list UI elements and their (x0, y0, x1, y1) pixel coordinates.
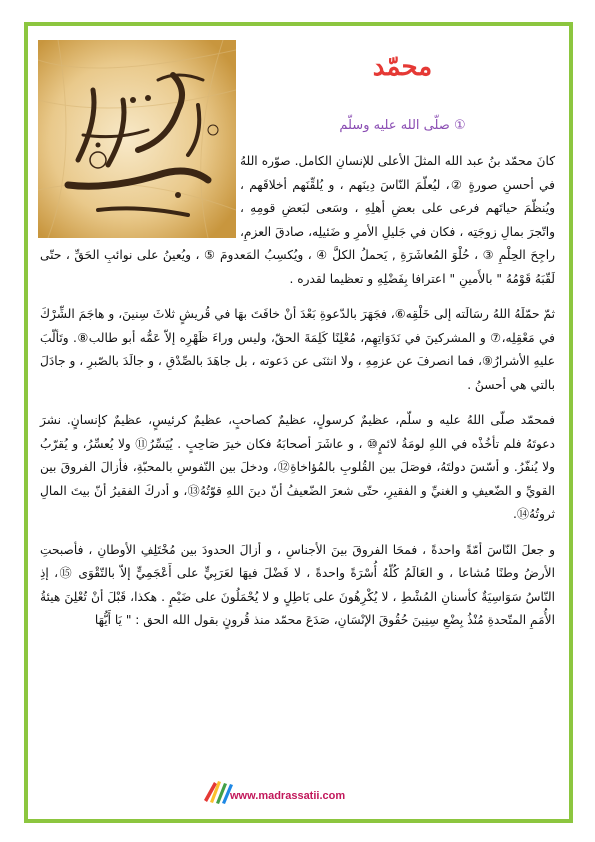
paragraph-3: فمحمّد صلّى اللهُ عليه و سلّم، عظيمٌ كرسولٍ، عظيمٌ كصاحبٍ، عظيمٌ كرئيسٍ، عظيمٌ كإنسانٍ. نشرَ دعوتَهُ فلم تأخُذْه في اللهِ لومَةُ لائمٍ⑩ ، و عاشَرَ أصحابَهُ فكان خيرَ صَاحِبٍ . يُيَسِّرُ⑪ ولا يُعسِّرُ، و يُقرّبُ ولا يُنفّرُ. و أسّسَ دولتَهُ، فوصَلَ بين القُلوبِ بالمُؤاخاةِ⑫، ودخلَ بين النّفوسِ بالمحبّةِ، فأزالَ الفروقَ بين القويِّ و الضّعيفِ و الغنيِّ و الفقيرِ، حتّى شعرَ الضّعيفُ أنّ دينَ اللهِ قوّتُهُ⑬، و أدركَ الفقيرُ أنّ بيتَ المالِ ثروتُهُ⑭. (40, 413, 555, 521)
footer-website-link[interactable]: www.madrassatii.com (230, 790, 346, 802)
paragraph-1: كانَ محمّد بنُ عبد الله المثلَ الأعلى للإنسانِ الكامل. صوّره اللهُ في أحسنِ صورةٍ ②، ليُعلّمَ النّاسَ دِينَهم ، و يُلقِّنَهم أخلاقَهم ، ويُنظّمَ حياتَهم فرعى على بعضِ أهلِهِ ، وسَعى لبَعضِ قومِهِ ، واتّجرَ بمالِ زوجَتِه ، فكان في جَليلِ الأمرِ و ضَئيلِه، صادقَ العزمِ، راجِحَ الحِلْمِ ③ ، حُلْوَ المُعاشَرَةِ , يَحملُ الكلَّ ④ ، ويُكسِبُ المَعدومَ ⑤ ، ويُعينُ على نوائبِ الحَقِّ ، حتّى لَقّبَهُ قَوْمُهُ " بالأَمينِ " اعترافا بِفَضْلِهِ و تعظيما لقدره . (40, 150, 555, 291)
article-body (40, 150, 555, 645)
image-float-spacer (40, 150, 240, 242)
paragraph-4: و جعلَ النّاسَ أمّةً واحدةً ، فمحَا الفروقَ بينَ الأجناسِ ، و أزالَ الحدودَ بين مُخْتَلِفِ الأوطانِ ، فأصبحتِ الأرضُ وطنًا مُشاعا ، و العَالَمُ كُلّهُ أُسْرَةً واحدةً ، لا فَضْلَ فيهَا لعَرَبِيٍّ على أَعْجَمِيٍّ إلاّ بالتّقْوَى ⑮، إذِ النّاسُ سَوَاسِيَةٌ كأسنانِ المُشْطِ ، لا يُكْرِهُونَ على بَاطِلٍ و لا يُحْمَلُونَ على ضَيْمٍ . هكذا، قَبْلَ أنْ تُعْلِنَ هيئةُ الأُمَمِ المتّحدةِ مُنْذُ بِضْعِ سِنِينَ حُقُوقَ الإنْسَانِ، صَدَعَ محمّد منذ قُرونٍ بقول الله الحق : " يَا أَيُّهَا (40, 542, 555, 627)
page-subtitle: صلّى الله عليه وسلّم ① (339, 118, 466, 133)
page-title: محمّد (372, 52, 433, 82)
paragraph-2: ثمّ حمّلَهُ اللهُ رسَالَته إلى خَلْقِه⑥، فجَهَرَ بالدّعوةِ بَعْدَ أنْ خافَتَ بهَا في قُريشٍ ثلاثَ سِنينَ، و هاجَمَ الشِّرْكَ في مَعْقِلِه،⑦ و المشركينَ في نَدَوَاتِهِم، مُعْلِنًا كَلِمَةَ الحقّ، وليس وراءَ ظَهْرِه إلاّ عَمُّه أبو طالب⑧. وتَألّبَ عليهِ الأشرارُ⑨، فما انصرفَ عن عزمِهِ ، ولا انثنَى عن دَعوته ، بل جاهَدَ بالصِّدْقِ ، و جالَدَ بالصّبرِ ، و جادَلَ بالتي هي أحسنُ . (40, 307, 555, 392)
